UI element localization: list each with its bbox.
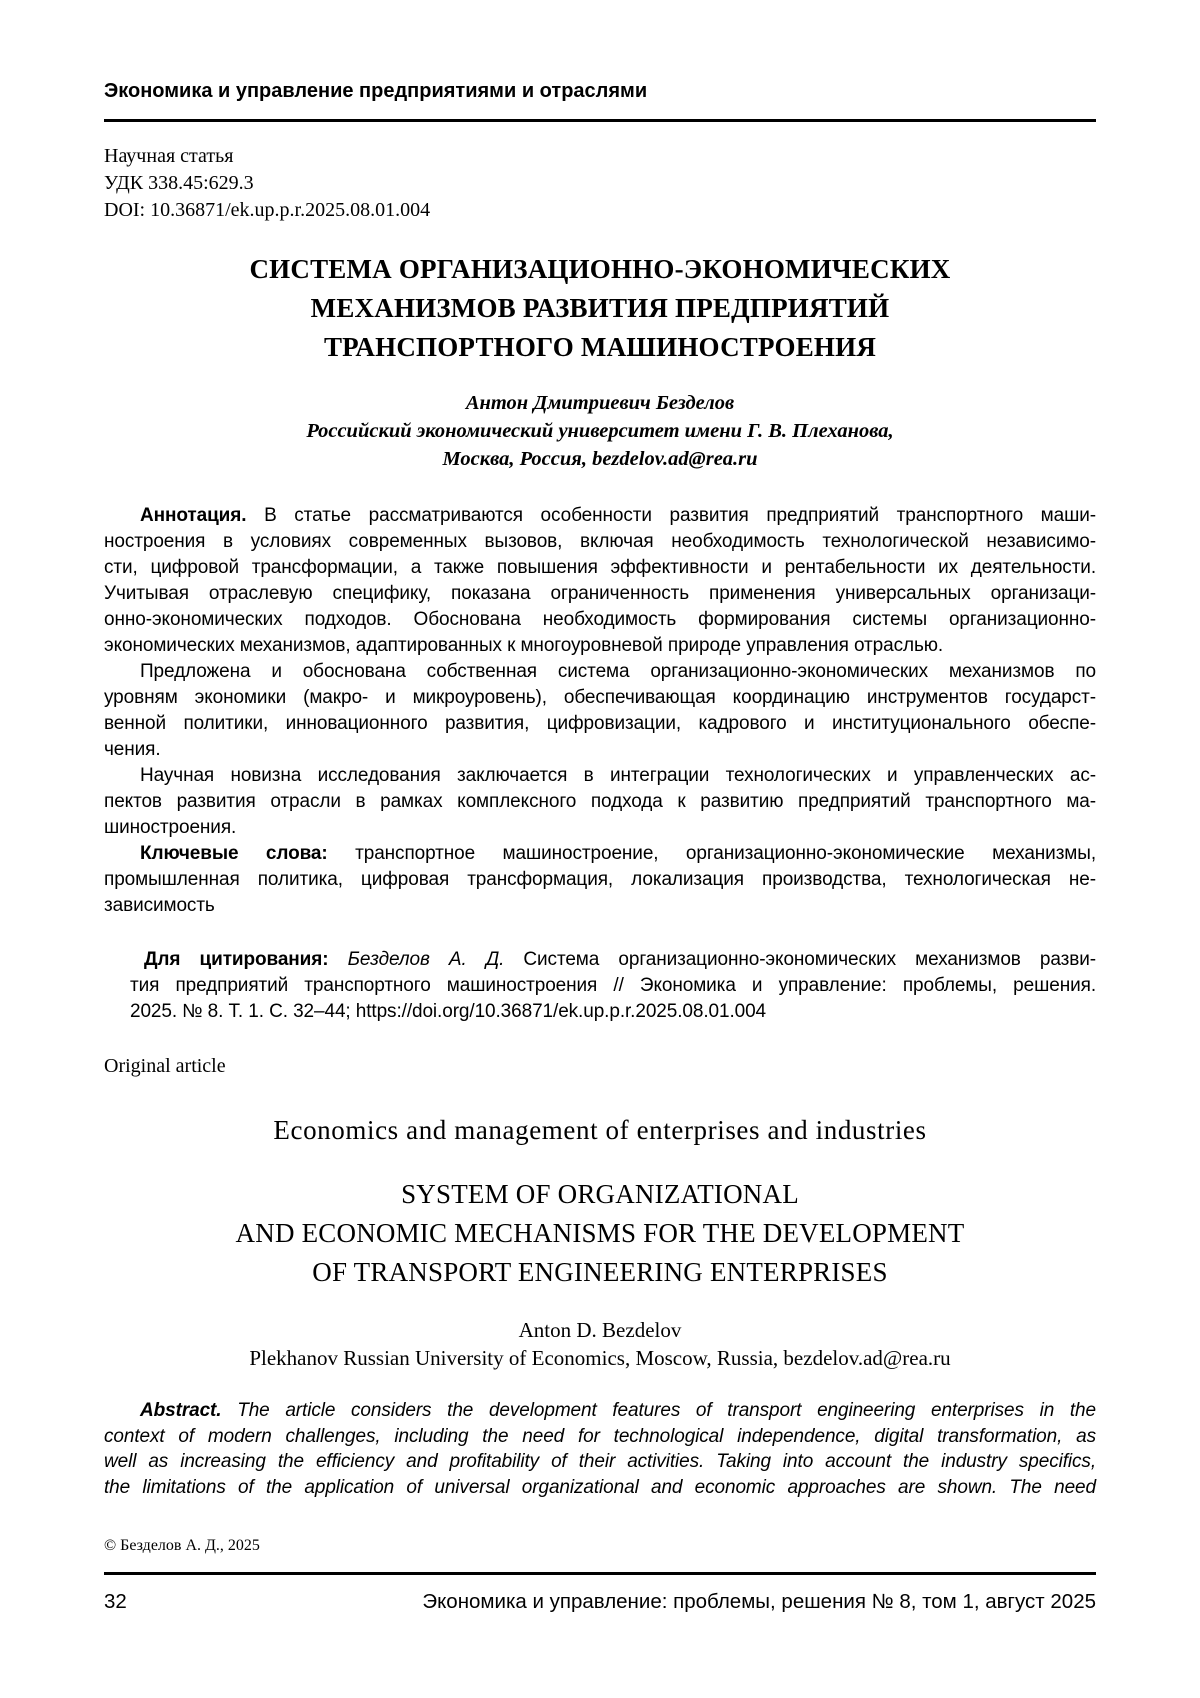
annotation-paragraph-1 (104, 503, 1096, 659)
running-head: Экономика и управление предприятиями и отраслями (104, 80, 648, 102)
text-line: well as increasing the efficiency and profitability of their activities. Taking into account the industry specifics, (104, 1451, 1096, 1472)
text-line: тия предприятий транспортного машиностроения // Экономика и управление: проблемы, решения. (130, 975, 1096, 996)
copyright-line: © Безделов А. Д., 2025 (104, 1537, 260, 1554)
page-footer (104, 1572, 1096, 1615)
citation-author: Безделов А. Д. (347, 949, 505, 970)
author-block-en (104, 1316, 1096, 1372)
text-line: сти, цифровой трансформации, а также повышения эффективности и рентабельности их деятельности. (104, 557, 1096, 578)
affiliation-ru-line: Москва, Россия, bezdelov.ad@rea.ru (442, 448, 758, 470)
title-ru (104, 250, 1096, 367)
title-ru-line: МЕХАНИЗМОВ РАЗВИТИЯ ПРЕДПРИЯТИЙ (310, 293, 890, 323)
title-ru-line: ТРАНСПОРТНОГО МАШИНОСТРОЕНИЯ (323, 332, 877, 362)
annotation-lead: Аннотация. (140, 505, 247, 526)
text-line: пектов развития отрасли в рамках комплексного подхода к развитию предприятий транспортного ма- (104, 791, 1096, 812)
text-line: the limitations of the application of universal organizational and economic approaches are shown. The need (104, 1476, 1096, 1498)
annotation-paragraph-2 (104, 659, 1096, 763)
abstract-block (104, 1398, 1096, 1500)
text-line: промышленная политика, цифровая трансформация, локализация производства, технологическая не- (104, 869, 1096, 890)
doi-line: DOI: 10.36871/ek.up.p.r.2025.08.01.004 (104, 199, 431, 221)
text-line (104, 503, 1096, 529)
title-en (104, 1175, 1096, 1292)
keywords-lead: Ключевые слова: (140, 843, 328, 864)
text-line: ностроения в условиях современных вызовов, включая необходимость технологической независимо- (104, 531, 1096, 552)
citation-block (130, 947, 1096, 1025)
title-en-line: SYSTEM OF ORGANIZATIONAL (401, 1179, 799, 1209)
original-article-label: Original article (104, 1055, 226, 1077)
text-line (104, 841, 1096, 867)
text-line: Предложена и обоснована собственная система организационно-экономических механизмов по (140, 661, 1096, 682)
author-name-en: Anton D. Bezdelov (518, 1318, 682, 1342)
title-en-line: AND ECONOMIC MECHANISMS FOR THE DEVELOPMENT (235, 1218, 965, 1248)
text-line: Учитывая отраслевую специфику, показана ограниченность применения универсальных организаци- (104, 583, 1096, 604)
page-number: 32 (104, 1590, 127, 1613)
text-line: зависимость (104, 895, 215, 916)
annotation-paragraph-3 (104, 763, 1096, 841)
author-block-ru (104, 389, 1096, 473)
udc-code: УДК 338.45:629.3 (104, 172, 254, 194)
text-line: чения. (104, 739, 161, 760)
annotation-block (104, 503, 1096, 919)
text-line (104, 1398, 1096, 1424)
keywords-paragraph (104, 841, 1096, 919)
text-line: context of modern challenges, including the need for technological independence, digital transformation, as (104, 1425, 1096, 1447)
journal-footer-line: Экономика и управление: проблемы, решения № 8, том 1, август 2025 (422, 1590, 1096, 1613)
text-line: венной политики, инновационного развития, цифровизации, кадрового и институционального обеспе- (104, 713, 1096, 734)
text-line: Научная новизна исследования заключается в интеграции технологических и управленческих ас- (140, 765, 1096, 786)
citation-lead: Для цитирования: (144, 949, 329, 970)
text-line: шиностроения. (104, 817, 237, 838)
title-en-line: OF TRANSPORT ENGINEERING ENTERPRISES (312, 1257, 888, 1287)
section-header-en: Economics and management of enterprises and industries (273, 1115, 927, 1145)
text-fragment: В статье рассматриваются особенности развития предприятий транспортного маши- (264, 505, 1096, 526)
title-ru-line: СИСТЕМА ОРГАНИЗАЦИОННО-ЭКОНОМИЧЕСКИХ (249, 254, 951, 284)
text-fragment: The article considers the development features of transport engineering enterprises in the (237, 1400, 1096, 1421)
text-line (130, 947, 1096, 973)
article-meta (104, 143, 1096, 224)
author-name-ru: Антон Дмитриевич Безделов (465, 392, 735, 414)
article-type: Научная статья (104, 145, 234, 167)
text-line: онно-экономических подходов. Обоснована необходимость формирования системы организационно- (104, 609, 1096, 630)
affiliation-en: Plekhanov Russian University of Economics, Moscow, Russia, bezdelov.ad@rea.ru (249, 1346, 951, 1370)
text-line: уровням экономики (макро- и микроуровень), обеспечивающая координацию инструментов государст- (104, 687, 1096, 708)
header-rule (104, 119, 1096, 122)
text-line: 2025. № 8. Т. 1. С. 32–44; https://doi.org/10.36871/ek.up.p.r.2025.08.01.004 (130, 1001, 767, 1022)
affiliation-ru-line: Российский экономический университет имени Г. В. Плеханова, (306, 420, 894, 442)
text-fragment: Система организационно-экономических механизмов разви- (523, 949, 1096, 970)
text-line: экономических механизмов, адаптированных к многоуровневой природе управления отраслью. (104, 635, 944, 656)
abstract-lead: Abstract. (140, 1400, 222, 1421)
text-fragment: транспортное машиностроение, организационно-экономические механизмы, (355, 843, 1097, 864)
